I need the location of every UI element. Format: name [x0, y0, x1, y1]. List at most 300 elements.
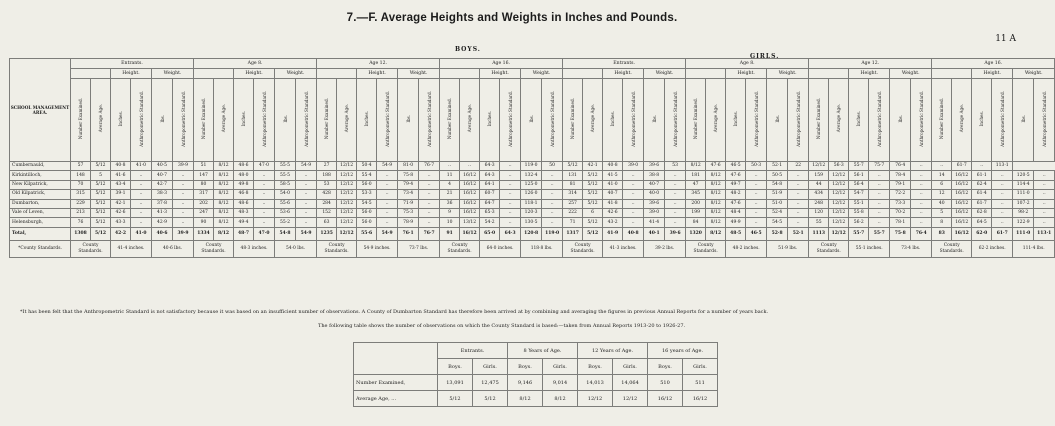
standard-height: 41·3 inches.: [603, 240, 644, 257]
data-cell: 16/12: [952, 171, 972, 180]
data-cell: 200: [686, 199, 706, 208]
heights-weights-table: [9, 58, 1055, 258]
standard-weight: 39·2 lbs.: [644, 240, 686, 257]
data-cell: 48·3: [234, 208, 254, 217]
data-cell: 42·1: [111, 199, 131, 208]
obs-group-header: 12 Years of Age.: [578, 343, 648, 359]
data-cell: 53·6: [275, 208, 296, 217]
data-cell: 12/12: [337, 199, 357, 208]
column-header-wstd: [296, 79, 317, 162]
data-cell: 8/12: [214, 180, 234, 189]
data-cell: 51·9: [767, 190, 788, 199]
total-cell: 1317: [563, 227, 583, 240]
column-header-label: lbs.: [159, 114, 165, 123]
data-cell: ..: [665, 190, 686, 199]
data-cell: ..: [440, 162, 460, 171]
data-cell: 75·7: [869, 162, 890, 171]
column-header-label: lbs.: [528, 114, 534, 123]
area-name: Kirkintilloch,: [10, 171, 71, 180]
obs-number-cell: 14,064: [613, 375, 648, 391]
data-cell: 49·9: [726, 218, 746, 227]
data-cell: ..: [377, 199, 398, 208]
column-header-label: lbs.: [897, 114, 903, 123]
data-cell: ..: [296, 199, 317, 208]
column-header-hinch: [357, 79, 377, 162]
data-cell: ..: [1034, 171, 1055, 180]
total-cell: 1334: [194, 227, 214, 240]
column-header-hinch: [603, 79, 623, 162]
height-subheader: Height.: [234, 69, 275, 79]
column-header-wlbs: [275, 79, 296, 162]
obs-group-header: 16 years of Age.: [648, 343, 718, 359]
data-cell: ..: [911, 162, 932, 171]
data-cell: 12/12: [337, 218, 357, 227]
data-cell: 12/12: [829, 180, 849, 189]
standard-height: 41·4 inches.: [111, 240, 152, 257]
standard-group-label: County Standards.: [932, 240, 972, 257]
obs-age-cell: 8/12: [508, 391, 543, 407]
obs-sex-header: Boys.: [648, 359, 683, 375]
data-cell: 12/12: [337, 208, 357, 217]
data-cell: 55: [809, 218, 829, 227]
boys-heading: BOYS.: [455, 46, 481, 53]
obs-number-cell: 12,475: [473, 375, 508, 391]
column-header-label: Anthropometric Standard.: [507, 90, 513, 147]
total-cell: 40·8: [623, 227, 644, 240]
data-cell: 80: [194, 180, 214, 189]
girls-heading: GIRLS.: [750, 53, 780, 60]
standard-weight: 73·4 lbs.: [890, 240, 932, 257]
total-cell: 40·1: [644, 227, 665, 240]
data-cell: ..: [992, 171, 1013, 180]
data-cell: ..: [419, 218, 440, 227]
data-cell: 55·5: [275, 171, 296, 180]
total-cell: 62·0: [972, 227, 992, 240]
standard-group-label: County Standards.: [563, 240, 603, 257]
data-cell: 37·8: [152, 199, 173, 208]
data-cell: ..: [623, 208, 644, 217]
column-header-label: Number Examined.: [201, 97, 207, 140]
data-cell: 76: [71, 218, 91, 227]
data-cell: ..: [254, 190, 275, 199]
data-cell: 41·6: [111, 171, 131, 180]
column-header-label: lbs.: [651, 114, 657, 123]
data-cell: 55·2: [275, 218, 296, 227]
data-cell: ..: [992, 199, 1013, 208]
column-header-wlbs: [767, 79, 788, 162]
total-cell: 12/12: [829, 227, 849, 240]
table-row: [10, 208, 1055, 217]
data-cell: 61·7: [952, 162, 972, 171]
column-header-label: Anthropometric Standard.: [180, 90, 186, 147]
column-header-wlbs: [644, 79, 665, 162]
data-cell: ..: [377, 218, 398, 227]
total-cell: 119·0: [542, 227, 563, 240]
data-cell: 41·8: [603, 199, 623, 208]
data-cell: 12/12: [829, 190, 849, 199]
data-cell: 57: [71, 162, 91, 171]
data-cell: 22: [788, 162, 809, 171]
data-cell: ..: [1034, 180, 1055, 189]
data-cell: 76·4: [890, 162, 911, 171]
data-cell: 16/12: [460, 180, 480, 189]
data-cell: 54·7: [849, 190, 869, 199]
data-cell: ..: [377, 208, 398, 217]
data-cell: ..: [173, 218, 194, 227]
data-cell: 16/12: [952, 199, 972, 208]
data-cell: 81: [563, 180, 583, 189]
data-cell: 56·0: [357, 218, 377, 227]
data-cell: 61·1: [972, 171, 992, 180]
obs-sex-header: Girls.: [683, 359, 718, 375]
data-cell: 12/12: [809, 162, 829, 171]
data-cell: 40·7: [152, 171, 173, 180]
data-cell: 8/12: [214, 190, 234, 199]
total-cell: 40·6: [152, 227, 173, 240]
total-cell: 55·7: [849, 227, 869, 240]
column-header-label: Number Examined.: [78, 97, 83, 140]
total-cell: 76·7: [419, 227, 440, 240]
column-header-label: Inches.: [118, 110, 123, 127]
data-cell: 38·8: [644, 171, 665, 180]
data-cell: ..: [419, 180, 440, 189]
standard-height: 64·0 inches.: [480, 240, 521, 257]
data-cell: 38·3: [152, 190, 173, 199]
data-cell: 41·4: [644, 218, 665, 227]
column-header-wstd: [173, 79, 194, 162]
blank-subheader: [686, 69, 726, 79]
data-cell: 5/12: [583, 180, 603, 189]
data-cell: ..: [746, 190, 767, 199]
obs-sex-header: Girls.: [543, 359, 578, 375]
data-cell: 90: [194, 218, 214, 227]
data-cell: 5/12: [583, 171, 603, 180]
column-header-age: [460, 79, 480, 162]
total-label: Total,: [10, 227, 71, 240]
data-cell: ..: [869, 190, 890, 199]
column-header-number: [440, 79, 460, 162]
column-header-label: Inches.: [856, 110, 862, 127]
data-cell: 21: [440, 190, 460, 199]
total-cell: 55·6: [357, 227, 377, 240]
data-cell: ..: [500, 199, 521, 208]
column-header-number: [563, 79, 583, 162]
data-cell: ..: [911, 190, 932, 199]
column-header-label: Anthropometric Standard.: [138, 90, 144, 147]
obs-number-cell: 9,014: [543, 375, 578, 391]
data-cell: 14: [932, 171, 952, 180]
data-cell: 53: [317, 180, 337, 189]
data-cell: 345: [686, 190, 706, 199]
total-cell: 46·5: [746, 227, 767, 240]
column-header-label: Anthropometric Standard.: [261, 90, 267, 147]
total-cell: 39·9: [173, 227, 194, 240]
age-group-header: Age 8.: [686, 59, 809, 69]
total-cell: 91: [440, 227, 460, 240]
data-cell: 5/12: [583, 199, 603, 208]
data-cell: 16/12: [460, 171, 480, 180]
weight-subheader: Weight.: [398, 69, 440, 79]
data-cell: 5/12: [91, 162, 111, 171]
column-header-label: Average Age.: [590, 104, 596, 133]
data-cell: 55·5: [275, 162, 296, 171]
data-cell: ..: [972, 162, 992, 171]
obs-sex-header: Girls.: [473, 359, 508, 375]
data-cell: ..: [1034, 199, 1055, 208]
data-cell: ..: [500, 190, 521, 199]
standard-weight: 118·8 lbs.: [521, 240, 563, 257]
obs-number-cell: 9,146: [508, 375, 543, 391]
table-row: [10, 199, 1055, 208]
data-cell: 44: [809, 180, 829, 189]
data-cell: 5/12: [583, 190, 603, 199]
data-cell: 56·3: [829, 162, 849, 171]
obs-number-label: Number Examined,: [354, 375, 438, 391]
data-cell: 16/12: [952, 180, 972, 189]
data-cell: 47: [686, 180, 706, 189]
column-header-label: lbs.: [405, 114, 411, 123]
data-cell: 222: [563, 208, 583, 217]
total-cell: 52·8: [767, 227, 788, 240]
data-cell: 40·8: [111, 162, 131, 171]
data-cell: 54·8: [767, 180, 788, 189]
data-cell: ..: [911, 218, 932, 227]
data-cell: ..: [419, 190, 440, 199]
data-cell: 39·9: [173, 162, 194, 171]
data-cell: 39·0: [623, 162, 644, 171]
height-subheader: Height.: [603, 69, 644, 79]
data-cell: 202: [194, 199, 214, 208]
data-cell: 5/12: [563, 162, 583, 171]
data-cell: ..: [377, 171, 398, 180]
data-cell: 42·1: [583, 162, 603, 171]
data-cell: 49·4: [234, 218, 254, 227]
data-cell: 13/12: [460, 218, 480, 227]
total-cell: 41·9: [603, 227, 623, 240]
observations-table: [353, 342, 718, 407]
column-header-wstd: [788, 79, 809, 162]
column-header-wlbs: [1013, 79, 1034, 162]
data-cell: ..: [911, 208, 932, 217]
data-cell: 42·7: [152, 180, 173, 189]
data-cell: ..: [665, 199, 686, 208]
obs-sex-header: Boys.: [438, 359, 473, 375]
data-cell: 125·0: [521, 180, 542, 189]
total-cell: 48·7: [234, 227, 254, 240]
data-cell: 40·5: [152, 162, 173, 171]
data-cell: 55·1: [849, 199, 869, 208]
data-cell: ..: [500, 208, 521, 217]
data-cell: 42·9: [152, 218, 173, 227]
blank-subheader: [317, 69, 357, 79]
data-cell: ..: [542, 180, 563, 189]
data-cell: ..: [746, 180, 767, 189]
total-cell: 52·1: [788, 227, 809, 240]
data-cell: 48·0: [234, 171, 254, 180]
obs-sex-header: Boys.: [578, 359, 613, 375]
data-cell: ..: [623, 218, 644, 227]
data-cell: 60·7: [480, 190, 500, 199]
data-cell: 434: [809, 190, 829, 199]
management-area-header: SCHOOL MANAGEMENT AREA.: [10, 59, 71, 162]
data-cell: 75·8: [398, 171, 419, 180]
data-cell: ..: [992, 190, 1013, 199]
column-header-wlbs: [152, 79, 173, 162]
column-header-hstd: [623, 79, 644, 162]
column-header-label: Inches.: [733, 110, 739, 127]
data-cell: ..: [542, 190, 563, 199]
column-header-hinch: [480, 79, 500, 162]
data-cell: 72·2: [890, 190, 911, 199]
data-cell: ..: [665, 180, 686, 189]
column-header-wstd: [542, 79, 563, 162]
data-cell: 8/12: [706, 180, 726, 189]
column-header-label: Anthropometric Standard.: [426, 90, 432, 147]
data-cell: 120: [809, 208, 829, 217]
data-cell: 5/12: [583, 218, 603, 227]
data-cell: 58·5: [275, 180, 296, 189]
data-cell: 120·5: [1013, 171, 1034, 180]
column-header-label: Average Age.: [959, 104, 965, 133]
data-cell: 36: [440, 199, 460, 208]
blank-subheader: [71, 69, 111, 79]
footnote: *It has been felt that the Anthropometric Standard is not satisfactory because it was based on an insufficient number of observations. A County of Dumbarton Standard has therefore been arrived at by combining and averaging the figures in previous Annual Reports for a number of years back.: [20, 309, 769, 315]
data-cell: 76·7: [419, 162, 440, 171]
data-cell: 8/12: [214, 208, 234, 217]
data-cell: ..: [542, 171, 563, 180]
page-title: 7.—F. Average Heights and Weights in Inches and Pounds.: [346, 12, 678, 24]
obs-number-cell: 510: [648, 375, 683, 391]
data-cell: ..: [788, 180, 809, 189]
data-cell: 188: [317, 171, 337, 180]
data-cell: ..: [542, 199, 563, 208]
data-cell: 42·6: [603, 208, 623, 217]
data-cell: 12/12: [337, 171, 357, 180]
data-cell: ..: [665, 171, 686, 180]
data-cell: 39·1: [111, 190, 131, 199]
data-cell: 53: [665, 162, 686, 171]
obs-age-cell: 16/12: [683, 391, 718, 407]
data-cell: ..: [869, 171, 890, 180]
data-cell: 152: [317, 208, 337, 217]
data-cell: 40·7: [644, 180, 665, 189]
data-cell: 41·0: [603, 180, 623, 189]
obs-age-cell: 5/12: [473, 391, 508, 407]
data-cell: ..: [377, 180, 398, 189]
weight-subheader: Weight.: [644, 69, 686, 79]
data-cell: 5/12: [91, 190, 111, 199]
data-cell: ..: [992, 180, 1013, 189]
column-header-age: [706, 79, 726, 162]
data-cell: 131: [563, 171, 583, 180]
obs-group-header: Entrants.: [438, 343, 508, 359]
data-cell: 181: [686, 171, 706, 180]
column-header-label: Number Examined.: [324, 97, 330, 140]
column-header-label: Inches.: [364, 110, 370, 127]
data-cell: 120·3: [521, 208, 542, 217]
standard-weight: 40·6 lbs.: [152, 240, 194, 257]
column-header-label: Anthropometric Standard.: [753, 90, 759, 147]
column-header-age: [337, 79, 357, 162]
column-header-label: Anthropometric Standard.: [549, 90, 555, 147]
column-header-hstd: [131, 79, 152, 162]
data-cell: 63: [317, 218, 337, 227]
data-cell: 126·0: [521, 190, 542, 199]
data-cell: 315: [71, 190, 91, 199]
data-cell: 12/12: [829, 208, 849, 217]
data-cell: 55·8: [849, 208, 869, 217]
data-cell: 114·4: [1013, 180, 1034, 189]
data-cell: 41·5: [603, 171, 623, 180]
obs-number-cell: 511: [683, 375, 718, 391]
column-header-label: Number Examined.: [816, 97, 822, 140]
data-cell: 130·5: [521, 218, 542, 227]
standard-weight: 111·4 lbs.: [1013, 240, 1055, 257]
data-cell: 84: [686, 218, 706, 227]
column-header-label: Number Examined.: [570, 97, 576, 140]
column-header-hinch: [111, 79, 131, 162]
total-cell: 8/12: [214, 227, 234, 240]
standard-height: 48·3 inches.: [234, 240, 275, 257]
data-cell: 12/12: [337, 162, 357, 171]
data-cell: 51·0: [767, 199, 788, 208]
column-header-label: Average Age.: [713, 104, 719, 133]
data-cell: ..: [542, 208, 563, 217]
column-header-wlbs: [398, 79, 419, 162]
data-cell: 54·9: [377, 162, 398, 171]
data-cell: ..: [296, 190, 317, 199]
data-cell: 73·3: [890, 199, 911, 208]
column-header-hstd: [992, 79, 1013, 162]
data-cell: ..: [419, 199, 440, 208]
data-cell: 64·3: [480, 171, 500, 180]
data-cell: ..: [254, 208, 275, 217]
data-cell: ..: [869, 218, 890, 227]
total-cell: 12/12: [337, 227, 357, 240]
column-header-label: Average Age.: [467, 104, 473, 133]
data-cell: ..: [788, 190, 809, 199]
data-cell: ..: [788, 218, 809, 227]
page-number: 11 A: [995, 34, 1016, 44]
data-cell: ..: [419, 171, 440, 180]
data-cell: ..: [788, 199, 809, 208]
data-cell: 64·7: [480, 199, 500, 208]
data-cell: 65·3: [480, 208, 500, 217]
data-cell: 27: [317, 162, 337, 171]
column-header-label: Number Examined.: [447, 97, 453, 140]
data-cell: ..: [869, 199, 890, 208]
data-cell: 56·0: [357, 180, 377, 189]
column-header-label: Anthropometric Standard.: [918, 90, 924, 147]
column-header-hinch: [726, 79, 746, 162]
data-cell: 41·3: [152, 208, 173, 217]
data-cell: 132·4: [521, 171, 542, 180]
data-cell: 71: [563, 218, 583, 227]
total-cell: 1113: [809, 227, 829, 240]
weight-subheader: Weight.: [1013, 69, 1055, 79]
data-cell: 47·6: [726, 171, 746, 180]
standards-label: *County Standards.: [10, 240, 71, 257]
data-cell: ..: [131, 208, 152, 217]
data-cell: ..: [500, 180, 521, 189]
weight-subheader: Weight.: [152, 69, 194, 79]
column-header-label: Anthropometric Standard.: [1041, 90, 1047, 147]
total-cell: 61·7: [992, 227, 1013, 240]
column-header-label: Number Examined.: [693, 97, 699, 140]
data-cell: ..: [1034, 218, 1055, 227]
blank-subheader: [563, 69, 603, 79]
age-group-header: Age 16.: [932, 59, 1055, 69]
